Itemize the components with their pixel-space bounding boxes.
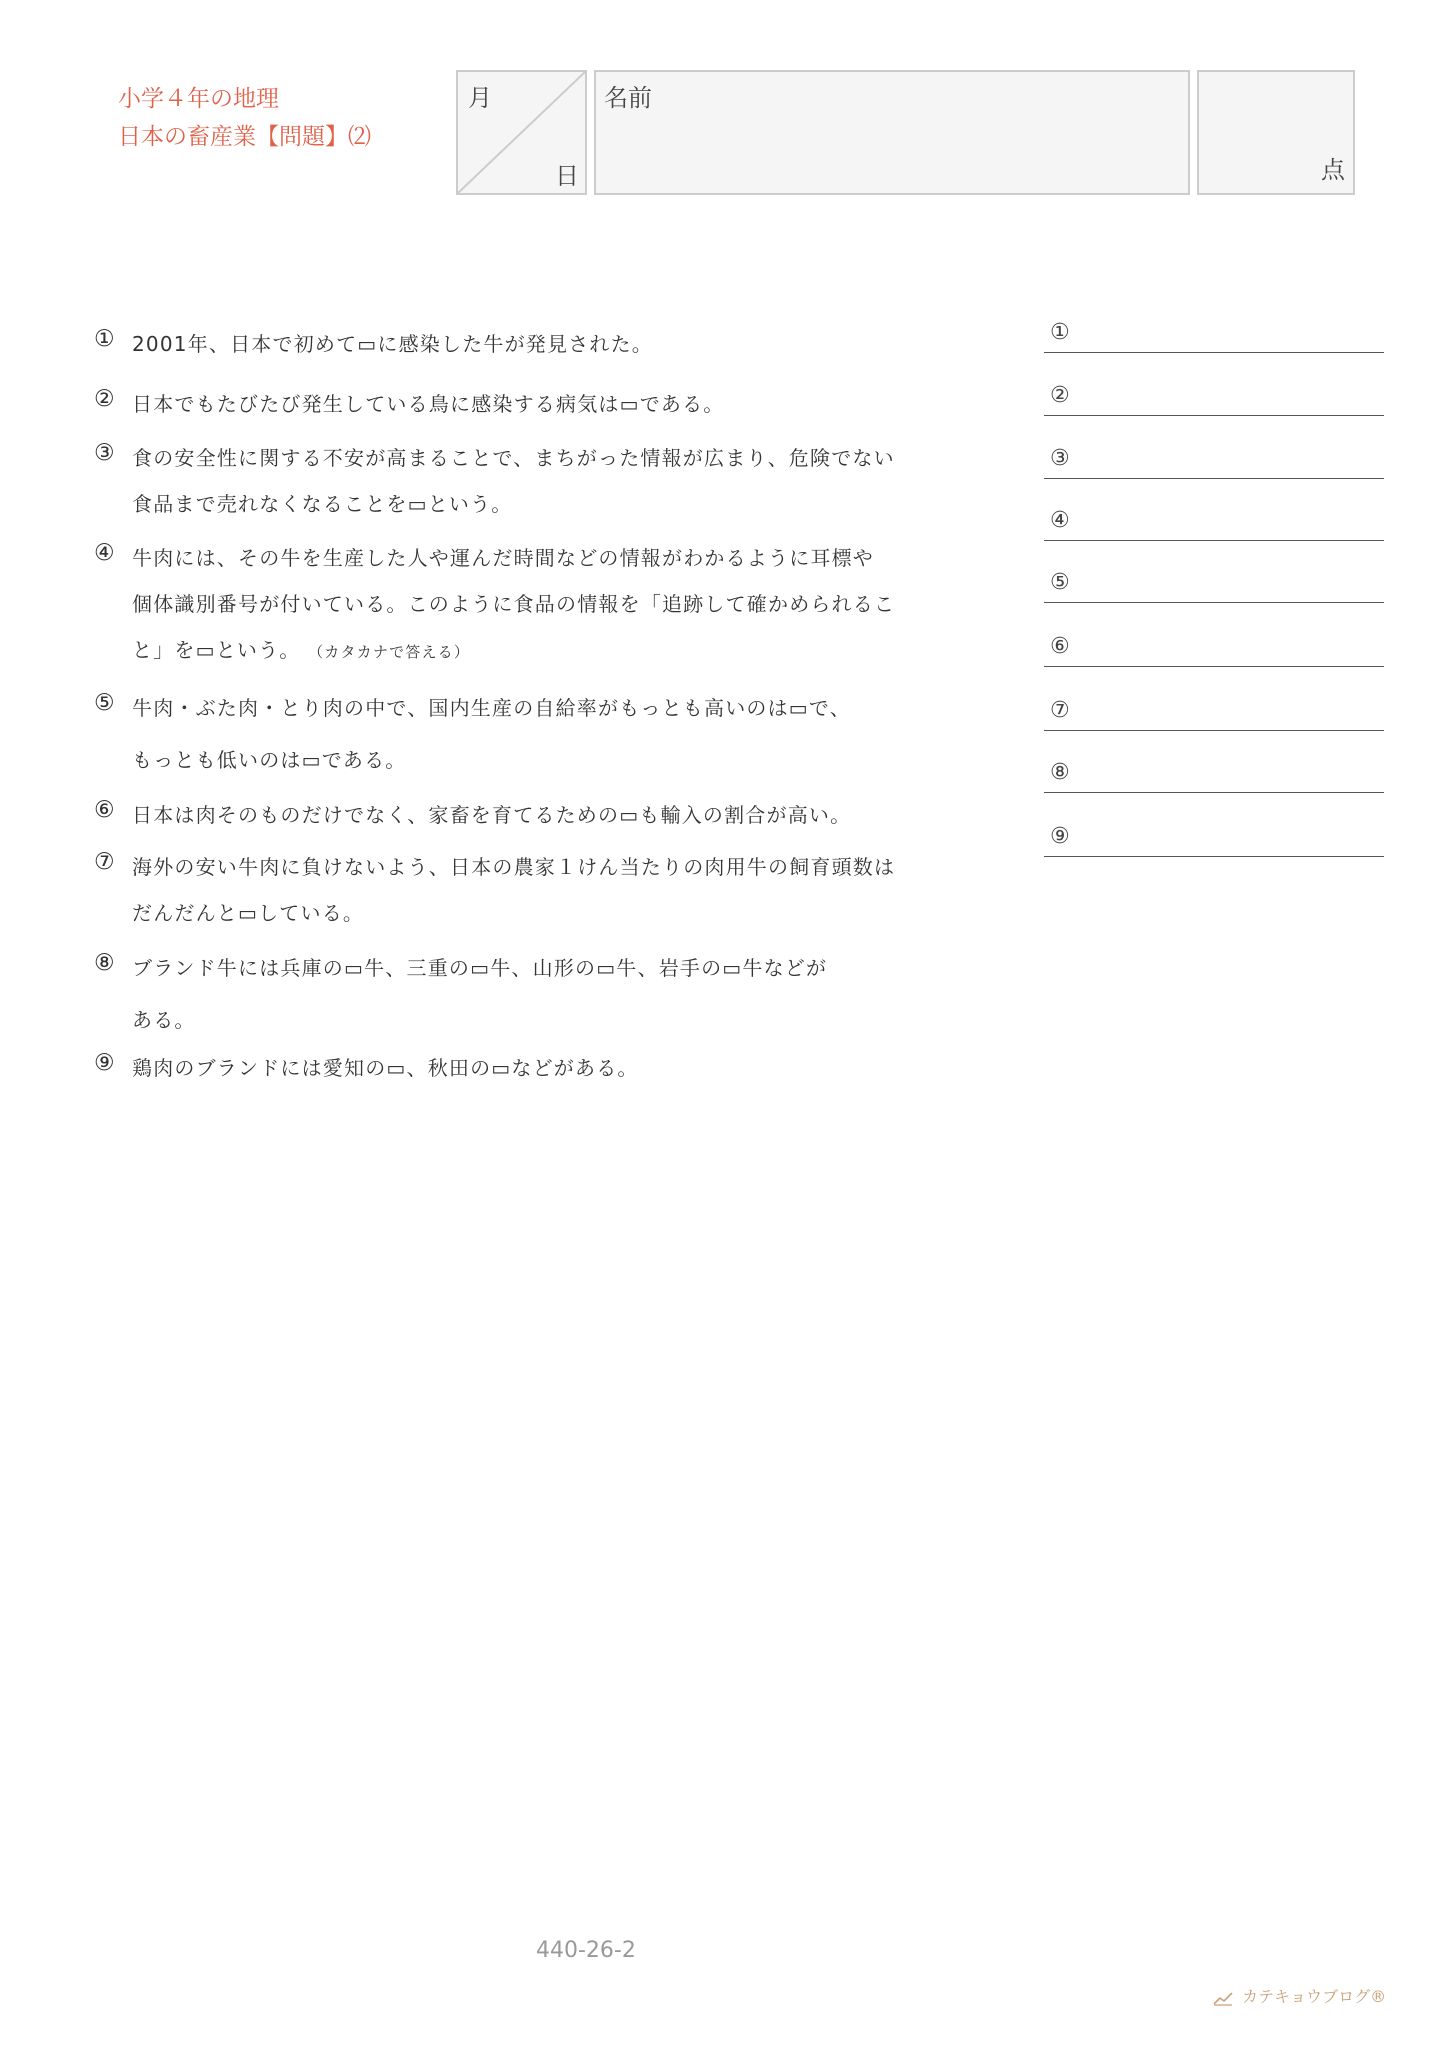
answer-number: ⑥ — [1050, 634, 1070, 659]
question-8 — [94, 950, 944, 1040]
title-line-1: 小学４年の地理 — [118, 86, 279, 112]
question-text: 個体識別番号が付いている。このように食品の情報を「追跡して確かめられるこ — [132, 592, 896, 616]
question-text: 日本でもたびたび発生している鳥に感染する病気は▭である。 — [132, 392, 725, 416]
question-number: ⑤ — [94, 690, 116, 716]
answer-line-7[interactable] — [1044, 696, 1384, 731]
question-3 — [94, 440, 944, 530]
brand-logo — [1213, 1984, 1386, 2007]
question-text: 海外の安い牛肉に負けないよう、日本の農家１けん当たりの肉用牛の飼育頭数は — [132, 855, 896, 879]
question-text: 牛肉には、その牛を生産した人や運んだ時間などの情報がわかるように耳標や — [132, 546, 874, 570]
question-number: ⑧ — [94, 950, 116, 976]
chart-icon — [1213, 1990, 1233, 2006]
name-label: 名前 — [604, 84, 652, 112]
answer-number: ③ — [1050, 446, 1070, 471]
answer-line-6[interactable] — [1044, 632, 1384, 667]
answer-number: ④ — [1050, 508, 1070, 533]
answer-line-9[interactable] — [1044, 822, 1384, 857]
answer-number: ② — [1050, 383, 1070, 408]
worksheet-title — [118, 80, 371, 156]
question-text: 食の安全性に関する不安が高まることで、まちがった情報が広まり、危険でない — [132, 446, 895, 470]
question-text: 2001年、日本で初めて▭に感染した牛が発見された。 — [132, 332, 653, 356]
question-7 — [94, 849, 944, 939]
question-text: 日本は肉そのものだけでなく、家畜を育てるための▭も輸入の割合が高い。 — [132, 803, 852, 827]
answer-line-5[interactable] — [1044, 568, 1384, 603]
question-5 — [94, 690, 944, 780]
question-9 — [94, 1050, 944, 1090]
answer-line-1[interactable] — [1044, 318, 1384, 353]
title-line-2: 日本の畜産業【問題】⑵ — [118, 124, 371, 150]
date-box[interactable] — [456, 70, 587, 195]
question-number: ⑨ — [94, 1050, 116, 1076]
brand-name: カテキョウブログ® — [1242, 1987, 1387, 2006]
question-1 — [94, 326, 944, 366]
answer-number: ⑤ — [1050, 570, 1070, 595]
answer-number: ⑧ — [1050, 760, 1070, 785]
question-number: ⑥ — [94, 797, 116, 823]
answer-number: ⑦ — [1050, 698, 1070, 723]
month-label: 月 — [468, 84, 492, 112]
answer-line-8[interactable] — [1044, 758, 1384, 793]
question-text: ブランド牛には兵庫の▭牛、三重の▭牛、山形の▭牛、岩手の▭牛などが — [132, 956, 828, 980]
question-number: ⑦ — [94, 849, 116, 875]
question-text: 牛肉・ぶた肉・とり肉の中で、国内生産の自給率がもっとも高いのは▭で、 — [132, 696, 851, 720]
answer-number: ⑨ — [1050, 824, 1070, 849]
question-text — [132, 634, 470, 663]
question-text: もっとも低いのは▭である。 — [132, 748, 407, 772]
question-text: 食品まで売れなくなることを▭という。 — [132, 492, 513, 516]
question-6 — [94, 797, 944, 837]
question-number: ③ — [94, 440, 116, 466]
question-text-line: と」を▭という。 — [132, 638, 301, 662]
name-box[interactable] — [594, 70, 1190, 195]
question-number: ① — [94, 326, 116, 352]
answer-line-4[interactable] — [1044, 506, 1384, 541]
answer-line-2[interactable] — [1044, 381, 1384, 416]
score-label: 点 — [1321, 156, 1345, 184]
question-text: ある。 — [132, 1008, 196, 1032]
answer-note: （カタカナで答える） — [308, 643, 471, 661]
answer-line-3[interactable] — [1044, 444, 1384, 479]
worksheet-code: 440-26-2 — [536, 1938, 636, 1963]
question-4 — [94, 540, 944, 670]
question-number: ② — [94, 386, 116, 412]
question-text: だんだんと▭している。 — [132, 901, 365, 925]
question-text: 鶏肉のブランドには愛知の▭、秋田の▭などがある。 — [132, 1056, 639, 1080]
question-2 — [94, 386, 944, 426]
day-label: 日 — [555, 162, 579, 190]
question-number: ④ — [94, 540, 116, 566]
score-box[interactable] — [1197, 70, 1355, 195]
answer-number: ① — [1050, 320, 1070, 345]
